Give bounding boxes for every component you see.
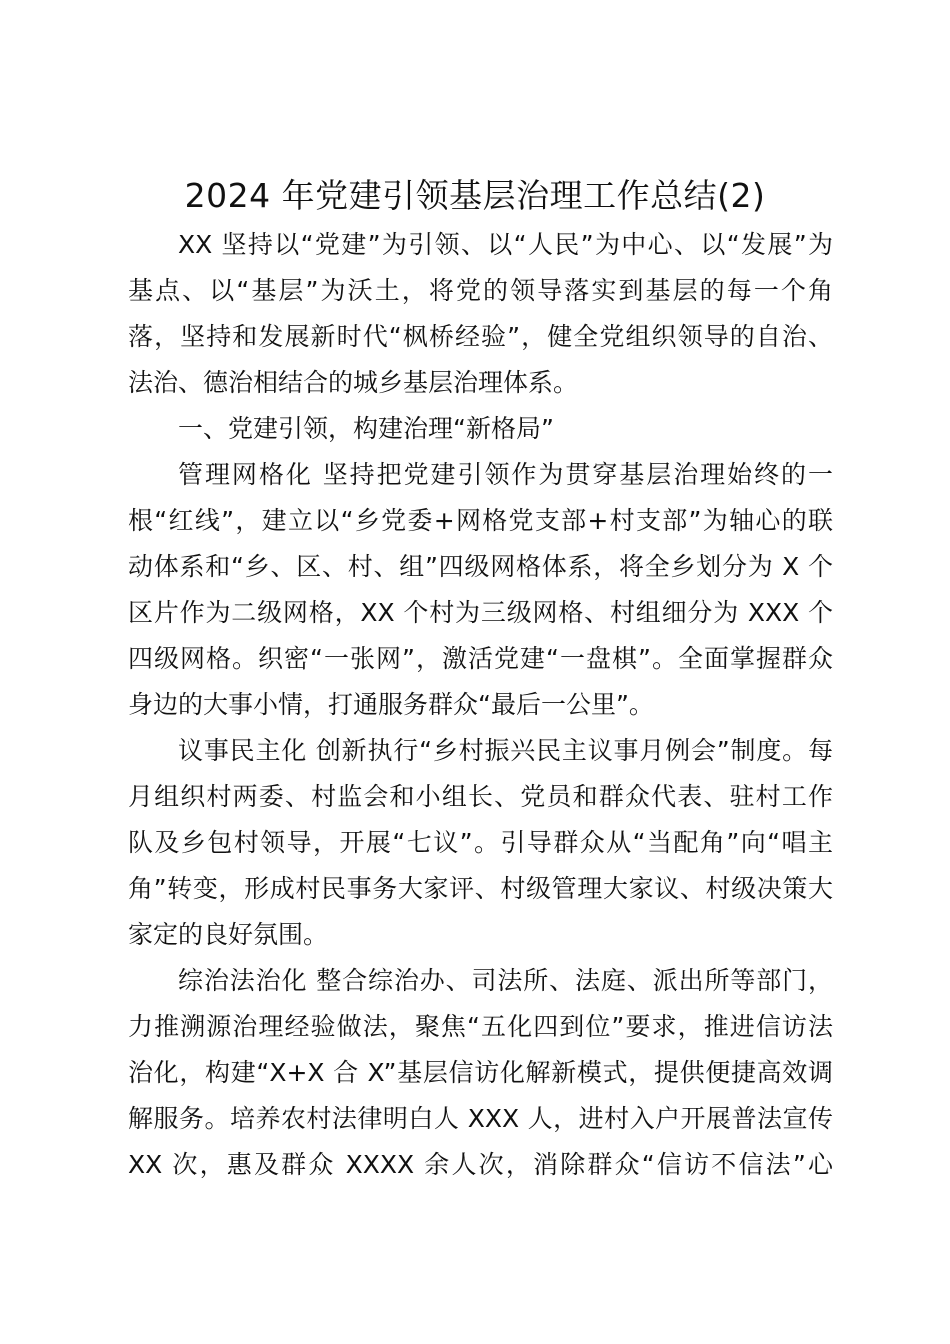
paragraph-line: 四级网格。织密“一张网”，激活党建“一盘棋”。全面掌握群众 <box>128 644 833 673</box>
paragraph-line: 管理网格化 坚持把党建引领作为贯穿基层治理始终的一 <box>178 460 833 489</box>
section-heading: 一、党建引领，构建治理“新格局” <box>178 414 554 443</box>
paragraph-line: 根“红线”，建立以“乡党委+网格党支部+村支部”为轴心的联 <box>128 506 833 535</box>
paragraph-line: XX 坚持以“党建”为引领、以“人民”为中心、以“发展”为 <box>178 230 833 259</box>
paragraph-line: 力推溯源治理经验做法，聚焦“五化四到位”要求，推进信访法 <box>128 1012 833 1041</box>
paragraph-line: 议事民主化 创新执行“乡村振兴民主议事月例会”制度。每 <box>178 736 833 765</box>
paragraph-line: XX 次，惠及群众 XXXX 余人次，消除群众“信访不信法”心 <box>128 1150 833 1179</box>
paragraph-line: 月组织村两委、村监会和小组长、党员和群众代表、驻村工作 <box>128 782 833 811</box>
paragraph-line: 身边的大事小情，打通服务群众“最后一公里”。 <box>128 690 654 719</box>
paragraph-line: 治化，构建“X+X 合 X”基层信访化解新模式，提供便捷高效调 <box>128 1058 833 1087</box>
paragraph-line: 法治、德治相结合的城乡基层治理体系。 <box>128 368 579 397</box>
paragraph-line: 角”转变，形成村民事务大家评、村级管理大家议、村级决策大 <box>128 874 833 903</box>
paragraph-line: 区片作为二级网格，XX 个村为三级网格、村组细分为 XXX 个 <box>128 598 833 627</box>
paragraph-line: 综治法治化 整合综治办、司法所、法庭、派出所等部门， <box>178 966 833 995</box>
document-title: 2024 年党建引领基层治理工作总结(2) <box>184 176 766 215</box>
paragraph-line: 队及乡包村领导，开展“七议”。引导群众从“当配角”向“唱主 <box>128 828 833 857</box>
paragraph-line: 动体系和“乡、区、村、组”四级网格体系，将全乡划分为 X 个 <box>128 552 833 581</box>
paragraph-line: 解服务。培养农村法律明白人 XXX 人，进村入户开展普法宣传 <box>128 1104 833 1133</box>
paragraph-line: 家定的良好氛围。 <box>128 920 329 949</box>
paragraph-line: 基点、以“基层”为沃土，将党的领导落实到基层的每一个角 <box>128 276 833 305</box>
paragraph-line: 落，坚持和发展新时代“枫桥经验”，健全党组织领导的自治、 <box>128 322 833 351</box>
